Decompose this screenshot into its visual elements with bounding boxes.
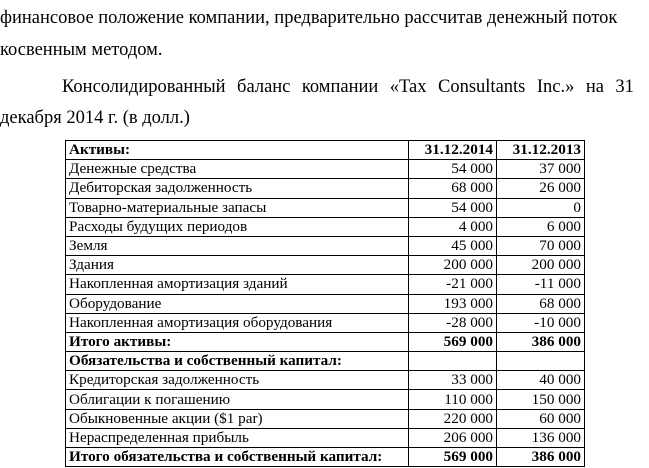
table-row: [66, 179, 585, 198]
value-2014: 54 000: [409, 198, 497, 217]
row-label: Облигации к погашению: [66, 390, 409, 409]
value-2014: 45 000: [409, 236, 497, 255]
caption-word: компании: [301, 77, 379, 97]
value-2014: 33 000: [409, 371, 497, 390]
value-2014: 206 000: [409, 428, 497, 447]
value-2013: [497, 352, 585, 371]
caption-word: на: [585, 77, 604, 97]
table-header-row: [66, 141, 585, 160]
table-row: [66, 448, 585, 467]
row-label: Товарно-материальные запасы: [66, 198, 409, 217]
value-2014: 220 000: [409, 409, 497, 428]
header-assets: Активы:: [66, 141, 409, 160]
value-2014: 193 000: [409, 294, 497, 313]
row-label: Дебиторская задолженность: [66, 179, 409, 198]
table-row: [66, 275, 585, 294]
row-label: Обыкновенные акции ($1 par): [66, 409, 409, 428]
row-label: Кредиторская задолженность: [66, 371, 409, 390]
value-2013: 60 000: [497, 409, 585, 428]
value-2013: 386 000: [497, 332, 585, 351]
header-2014: 31.12.2014: [409, 141, 497, 160]
row-label: Итого обязательства и собственный капитал:: [66, 448, 409, 467]
value-2013: 150 000: [497, 390, 585, 409]
table-body: [66, 160, 585, 467]
table-row: [66, 198, 585, 217]
row-label: Накопленная амортизация зданий: [66, 275, 409, 294]
caption-word: Консолидированный: [62, 77, 226, 97]
value-2014: 54 000: [409, 160, 497, 179]
row-label: Итого активы:: [66, 332, 409, 351]
paragraph-line-2: косвенным методом.: [0, 40, 163, 60]
value-2013: 136 000: [497, 428, 585, 447]
table-row: [66, 371, 585, 390]
value-2013: 6 000: [497, 217, 585, 236]
table-row: [66, 160, 585, 179]
value-2013: 0: [497, 198, 585, 217]
value-2013: -10 000: [497, 313, 585, 332]
table-row: [66, 313, 585, 332]
table-row: [66, 236, 585, 255]
balance-sheet-table: [65, 140, 585, 467]
value-2013: 70 000: [497, 236, 585, 255]
row-label: Нераспределенная прибыль: [66, 428, 409, 447]
value-2014: -21 000: [409, 275, 497, 294]
table-caption-line-1: [62, 74, 634, 101]
value-2014: 68 000: [409, 179, 497, 198]
table-row: [66, 217, 585, 236]
row-label: Земля: [66, 236, 409, 255]
value-2013: 200 000: [497, 256, 585, 275]
row-label: Накопленная амортизация оборудования: [66, 313, 409, 332]
table-row: [66, 428, 585, 447]
value-2014: -28 000: [409, 313, 497, 332]
table-row: [66, 332, 585, 351]
table-row: [66, 294, 585, 313]
value-2013: 68 000: [497, 294, 585, 313]
table-row: [66, 256, 585, 275]
value-2013: 40 000: [497, 371, 585, 390]
header-2013: 31.12.2013: [497, 141, 585, 160]
value-2013: 37 000: [497, 160, 585, 179]
value-2014: 569 000: [409, 332, 497, 351]
row-label: Денежные средства: [66, 160, 409, 179]
row-label: Обязательства и собственный капитал:: [66, 352, 409, 371]
value-2013: 386 000: [497, 448, 585, 467]
value-2014: 200 000: [409, 256, 497, 275]
value-2013: -11 000: [497, 275, 585, 294]
paragraph-line-1: финансовое положение компании, предварительно рассчитав денежный поток: [0, 8, 618, 28]
value-2013: 26 000: [497, 179, 585, 198]
table-caption-line-2: декабря 2014 г. (в долл.): [0, 108, 190, 128]
value-2014: 110 000: [409, 390, 497, 409]
value-2014: [409, 352, 497, 371]
caption-word: 31: [615, 77, 634, 97]
value-2014: 4 000: [409, 217, 497, 236]
caption-word: баланс: [237, 77, 291, 97]
caption-word: Inc.»: [536, 77, 575, 97]
table-row: [66, 409, 585, 428]
table-row: [66, 352, 585, 371]
table-row: [66, 390, 585, 409]
row-label: Здания: [66, 256, 409, 275]
row-label: Оборудование: [66, 294, 409, 313]
row-label: Расходы будущих периодов: [66, 217, 409, 236]
value-2014: 569 000: [409, 448, 497, 467]
caption-word: Consultants: [438, 77, 526, 97]
justified-caption-line: [62, 74, 634, 101]
caption-word: «Tax: [389, 77, 427, 97]
